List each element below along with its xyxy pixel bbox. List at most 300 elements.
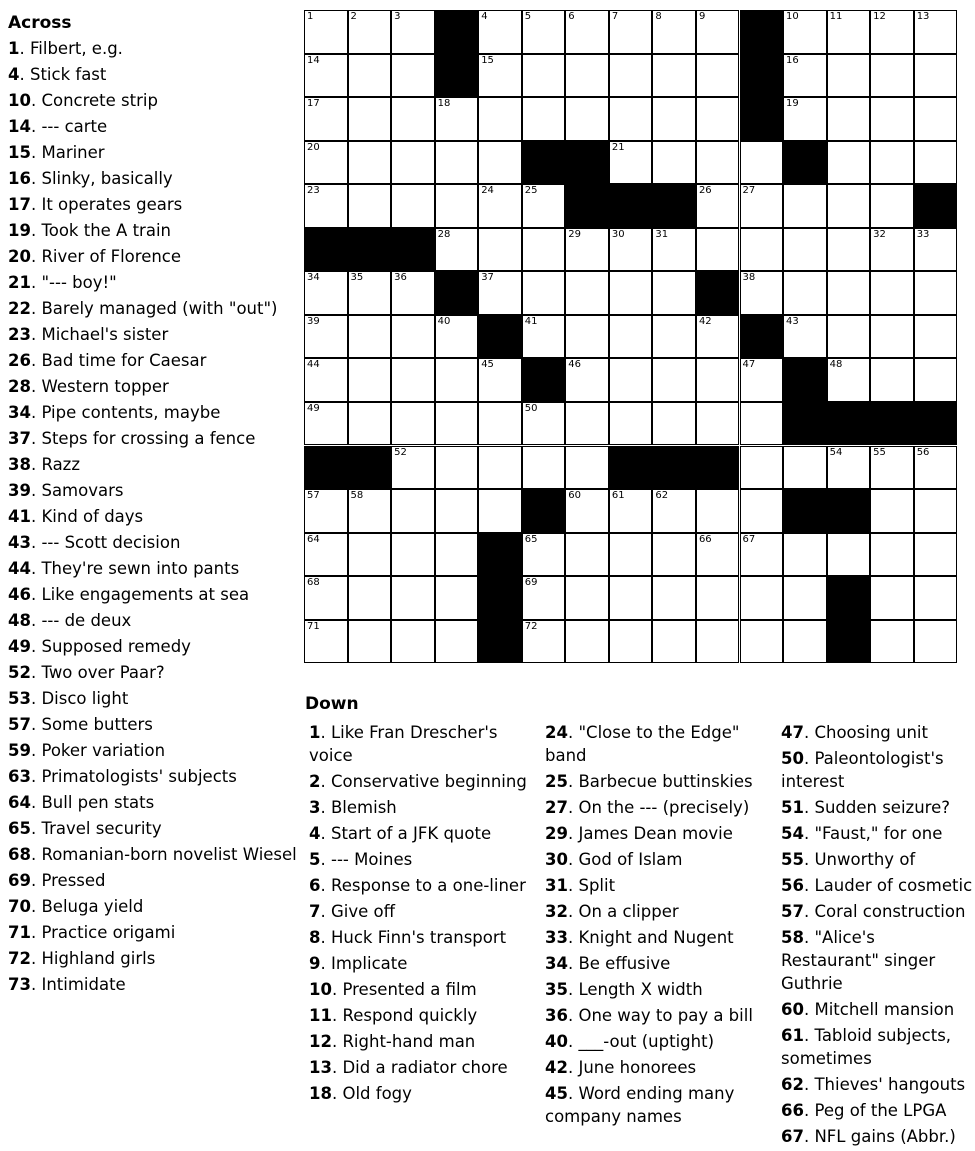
grid-cell[interactable]: [652, 576, 696, 620]
clue-number: 18: [309, 1084, 332, 1103]
grid-cell[interactable]: [827, 184, 871, 228]
clue-number: 54: [781, 824, 804, 843]
clue-number: 15: [8, 143, 31, 162]
grid-cell[interactable]: [348, 533, 392, 577]
grid-cell[interactable]: [609, 402, 653, 446]
grid-cell[interactable]: [565, 489, 609, 533]
grid-cell[interactable]: [914, 228, 958, 272]
clue-item[interactable]: 34. Pipe contents, maybe: [8, 403, 221, 422]
clue-item[interactable]: 42. June honorees: [545, 1058, 697, 1077]
clue-item[interactable]: 9. Implicate: [309, 954, 408, 973]
clue-item[interactable]: 58. "Alice's Restaurant" singer Guthrie: [781, 928, 936, 993]
clue-item[interactable]: 2. Conservative beginning: [309, 772, 527, 791]
grid-cell[interactable]: [565, 576, 609, 620]
grid-cell[interactable]: [783, 315, 827, 359]
clue-text: Did a radiator chore: [342, 1058, 508, 1077]
clue-text: "--- boy!": [41, 273, 117, 292]
grid-cell[interactable]: [827, 97, 871, 141]
grid-cell[interactable]: [783, 184, 827, 228]
grid-cell[interactable]: [609, 489, 653, 533]
clue-item[interactable]: 44. They're sewn into pants: [8, 559, 240, 578]
grid-cell[interactable]: [391, 576, 435, 620]
grid-cell[interactable]: [478, 358, 522, 402]
clue-item[interactable]: 52. Two over Paar?: [8, 663, 165, 682]
clue-item[interactable]: 8. Huck Finn's transport: [309, 928, 507, 947]
clue-item[interactable]: 62. Thieves' hangouts: [781, 1075, 966, 1094]
grid-cell[interactable]: [522, 228, 566, 272]
clue-item[interactable]: 57. Coral construction: [781, 902, 966, 921]
grid-cell[interactable]: [870, 446, 914, 490]
grid-cell[interactable]: [914, 141, 958, 185]
grid-cell[interactable]: [652, 271, 696, 315]
clue-item[interactable]: 66. Peg of the LPGA: [781, 1101, 947, 1120]
clue-item[interactable]: 47. Choosing unit: [781, 723, 928, 742]
grid-cell[interactable]: [827, 54, 871, 98]
grid-cell[interactable]: [565, 402, 609, 446]
grid-cell[interactable]: [652, 358, 696, 402]
clue-item[interactable]: 33. Knight and Nugent: [545, 928, 734, 947]
grid-cell[interactable]: [565, 271, 609, 315]
clue-item[interactable]: 37. Steps for crossing a fence: [8, 429, 256, 448]
grid-cell[interactable]: [870, 576, 914, 620]
clue-item[interactable]: 32. On a clipper: [545, 902, 679, 921]
clue-item[interactable]: 50. Paleontologist's interest: [781, 749, 944, 791]
grid-cell[interactable]: [522, 402, 566, 446]
clue-item[interactable]: 1. Filbert, e.g.: [8, 39, 123, 58]
grid-cell[interactable]: [348, 97, 392, 141]
grid-cell[interactable]: [348, 620, 392, 664]
clue-text: "Faust," for one: [814, 824, 943, 843]
clue-item[interactable]: 45. Word ending many company names: [545, 1084, 735, 1126]
grid-cell[interactable]: [783, 54, 827, 98]
grid-cell[interactable]: [740, 576, 784, 620]
clue-text: Poker variation: [41, 741, 166, 760]
clue-item[interactable]: 21. "--- boy!": [8, 273, 117, 292]
grid-cell[interactable]: [565, 315, 609, 359]
grid-cell[interactable]: [478, 271, 522, 315]
grid-cell[interactable]: [435, 358, 479, 402]
grid-cell[interactable]: [348, 10, 392, 54]
grid-cell[interactable]: [696, 54, 740, 98]
grid-cell[interactable]: [304, 315, 348, 359]
grid-cell[interactable]: [522, 97, 566, 141]
grid-cell[interactable]: [304, 271, 348, 315]
grid-cell[interactable]: [827, 446, 871, 490]
clue-number: 40: [545, 1032, 568, 1051]
grid-cell[interactable]: [391, 271, 435, 315]
grid-cell[interactable]: [740, 228, 784, 272]
grid-cell[interactable]: [740, 141, 784, 185]
clue-item[interactable]: 59. Poker variation: [8, 741, 166, 760]
grid-cell[interactable]: [696, 576, 740, 620]
grid-cell[interactable]: [435, 576, 479, 620]
clue-item[interactable]: 28. Western topper: [8, 377, 169, 396]
grid-cell[interactable]: [652, 97, 696, 141]
grid-cell[interactable]: [348, 184, 392, 228]
clue-item[interactable]: 68. Romanian-born novelist Wiesel: [8, 845, 297, 864]
grid-cell[interactable]: [740, 620, 784, 664]
cell-number: 14: [307, 54, 320, 66]
clue-item[interactable]: 1. Like Fran Drescher's voice: [309, 723, 498, 765]
grid-cell[interactable]: [609, 10, 653, 54]
clue-item[interactable]: 73. Intimidate: [8, 975, 126, 994]
clue-item[interactable]: 5. --- Moines: [309, 850, 413, 869]
grid-cell[interactable]: [609, 620, 653, 664]
grid-cell[interactable]: [783, 446, 827, 490]
clue-item[interactable]: 13. Did a radiator chore: [309, 1058, 508, 1077]
clue-item[interactable]: 40. ___-out (uptight): [545, 1032, 715, 1051]
grid-cell[interactable]: [565, 358, 609, 402]
clue-item[interactable]: 12. Right-hand man: [309, 1032, 476, 1051]
clue-item[interactable]: 26. Bad time for Caesar: [8, 351, 207, 370]
grid-cell[interactable]: [348, 576, 392, 620]
grid-cell[interactable]: [348, 315, 392, 359]
clue-item[interactable]: 14. --- carte: [8, 117, 108, 136]
grid-cell[interactable]: [522, 271, 566, 315]
grid-cell[interactable]: [870, 315, 914, 359]
grid-cell[interactable]: [740, 489, 784, 533]
grid-cell[interactable]: [609, 576, 653, 620]
grid-cell[interactable]: [696, 10, 740, 54]
clue-item[interactable]: 31. Split: [545, 876, 616, 895]
grid-cell[interactable]: [348, 54, 392, 98]
clue-item[interactable]: 36. One way to pay a bill: [545, 1006, 753, 1025]
clue-item[interactable]: 3. Blemish: [309, 798, 397, 817]
grid-cell[interactable]: [435, 184, 479, 228]
grid-cell[interactable]: [740, 446, 784, 490]
grid-cell[interactable]: [478, 228, 522, 272]
grid-cell[interactable]: [740, 358, 784, 402]
grid-cell[interactable]: [304, 576, 348, 620]
grid-cell[interactable]: [609, 271, 653, 315]
grid-cell[interactable]: [304, 10, 348, 54]
cell-number: 34: [307, 272, 320, 284]
clue-item[interactable]: 7. Give off: [309, 902, 395, 921]
clue-text: Kind of days: [41, 507, 144, 526]
grid-cell[interactable]: [696, 402, 740, 446]
grid-cell[interactable]: [304, 141, 348, 185]
grid-cell[interactable]: [870, 489, 914, 533]
grid-cell[interactable]: [827, 533, 871, 577]
clue-item[interactable]: 18. Old fogy: [309, 1084, 412, 1103]
grid-cell[interactable]: [348, 271, 392, 315]
clue-item[interactable]: 43. --- Scott decision: [8, 533, 181, 552]
grid-cell[interactable]: [609, 358, 653, 402]
clue-number: 33: [545, 928, 568, 947]
grid-cell[interactable]: [435, 402, 479, 446]
grid-cell[interactable]: [522, 620, 566, 664]
clue-item[interactable]: 10. Presented a film: [309, 980, 477, 999]
grid-cell[interactable]: [609, 97, 653, 141]
grid-cell[interactable]: [827, 271, 871, 315]
clue-item[interactable]: 54. "Faust," for one: [781, 824, 943, 843]
grid-cell[interactable]: [870, 184, 914, 228]
grid-cell[interactable]: [478, 402, 522, 446]
grid-cell[interactable]: [478, 446, 522, 490]
black-square: [435, 54, 479, 98]
grid-cell[interactable]: [348, 489, 392, 533]
grid-cell[interactable]: [783, 576, 827, 620]
clue-item[interactable]: 4. Stick fast: [8, 65, 107, 84]
clue-item[interactable]: 51. Sudden seizure?: [781, 798, 950, 817]
clue-text: On a clipper: [578, 902, 679, 921]
grid-cell[interactable]: [435, 620, 479, 664]
clue-item[interactable]: 64. Bull pen stats: [8, 793, 155, 812]
grid-cell[interactable]: [478, 97, 522, 141]
grid-cell[interactable]: [522, 54, 566, 98]
grid-cell[interactable]: [304, 402, 348, 446]
grid-cell[interactable]: [914, 97, 958, 141]
grid-cell[interactable]: [435, 446, 479, 490]
clue-item[interactable]: 35. Length X width: [545, 980, 703, 999]
clue-item[interactable]: 27. On the --- (precisely): [545, 798, 750, 817]
clue-item[interactable]: 20. River of Florence: [8, 247, 182, 266]
grid-cell[interactable]: [696, 533, 740, 577]
grid-cell[interactable]: [696, 489, 740, 533]
clue-item[interactable]: 63. Primatologists' subjects: [8, 767, 237, 786]
grid-cell[interactable]: [391, 358, 435, 402]
grid-cell[interactable]: [304, 184, 348, 228]
grid-cell[interactable]: [435, 97, 479, 141]
grid-cell[interactable]: [827, 228, 871, 272]
clue-item[interactable]: 70. Beluga yield: [8, 897, 144, 916]
grid-cell[interactable]: [827, 358, 871, 402]
grid-cell[interactable]: [652, 489, 696, 533]
clue-text: Pipe contents, maybe: [41, 403, 221, 422]
grid-cell[interactable]: [435, 228, 479, 272]
grid-cell[interactable]: [478, 489, 522, 533]
grid-cell[interactable]: [870, 141, 914, 185]
grid-cell[interactable]: [348, 141, 392, 185]
grid-cell[interactable]: [696, 141, 740, 185]
cell-number: 60: [568, 490, 582, 502]
clue-text: Split: [578, 876, 616, 895]
grid-cell[interactable]: [435, 141, 479, 185]
clue-number: 73: [8, 975, 31, 994]
grid-cell[interactable]: [870, 97, 914, 141]
grid-cell[interactable]: [870, 533, 914, 577]
clue-item[interactable]: 23. Michael's sister: [8, 325, 169, 344]
grid-cell[interactable]: [652, 620, 696, 664]
grid-cell[interactable]: [914, 315, 958, 359]
grid-cell[interactable]: [652, 402, 696, 446]
grid-cell[interactable]: [696, 97, 740, 141]
grid-cell[interactable]: [609, 228, 653, 272]
grid-cell[interactable]: [565, 446, 609, 490]
clue-item[interactable]: 34. Be effusive: [545, 954, 671, 973]
grid-cell[interactable]: [435, 315, 479, 359]
grid-cell[interactable]: [348, 402, 392, 446]
grid-cell[interactable]: [609, 533, 653, 577]
grid-cell[interactable]: [609, 54, 653, 98]
grid-cell[interactable]: [391, 10, 435, 54]
clue-item[interactable]: 57. Some butters: [8, 715, 153, 734]
grid-cell[interactable]: [478, 10, 522, 54]
clue-number: 38: [8, 455, 31, 474]
clue-item[interactable]: 10. Concrete strip: [8, 91, 158, 110]
clue-item[interactable]: 24. "Close to the Edge" band: [545, 723, 740, 765]
clue-item[interactable]: 71. Practice origami: [8, 923, 176, 942]
grid-cell[interactable]: [870, 228, 914, 272]
grid-cell[interactable]: [652, 228, 696, 272]
clue-number: 14: [8, 117, 31, 136]
grid-cell[interactable]: [304, 489, 348, 533]
grid-cell[interactable]: [783, 271, 827, 315]
clue-item[interactable]: 49. Supposed remedy: [8, 637, 191, 656]
grid-cell[interactable]: [914, 358, 958, 402]
grid-cell[interactable]: [391, 315, 435, 359]
grid-cell[interactable]: [652, 315, 696, 359]
grid-cell[interactable]: [827, 10, 871, 54]
clue-item[interactable]: 17. It operates gears: [8, 195, 183, 214]
grid-cell[interactable]: [783, 10, 827, 54]
grid-cell[interactable]: [522, 533, 566, 577]
grid-cell[interactable]: [522, 446, 566, 490]
grid-cell[interactable]: [391, 54, 435, 98]
clue-number: 47: [781, 723, 804, 742]
grid-cell[interactable]: [304, 54, 348, 98]
clue-item[interactable]: 69. Pressed: [8, 871, 106, 890]
grid-cell[interactable]: [304, 620, 348, 664]
grid-cell[interactable]: [696, 358, 740, 402]
grid-cell[interactable]: [304, 358, 348, 402]
grid-cell[interactable]: [914, 489, 958, 533]
clue-text: Conservative beginning: [330, 772, 527, 791]
cell-number: 67: [742, 533, 756, 545]
grid-cell[interactable]: [565, 97, 609, 141]
grid-cell[interactable]: [609, 141, 653, 185]
grid-cell[interactable]: [914, 620, 958, 664]
grid-cell[interactable]: [391, 489, 435, 533]
grid-cell[interactable]: [478, 141, 522, 185]
grid-cell[interactable]: [914, 446, 958, 490]
grid-cell[interactable]: [914, 533, 958, 577]
black-square: [740, 97, 784, 141]
clue-item[interactable]: 41. Kind of days: [8, 507, 144, 526]
grid-cell[interactable]: [870, 54, 914, 98]
clue-number: 29: [545, 824, 568, 843]
grid-cell[interactable]: [914, 576, 958, 620]
clue-item[interactable]: 53. Disco light: [8, 689, 129, 708]
grid-cell[interactable]: [565, 620, 609, 664]
grid-cell[interactable]: [870, 271, 914, 315]
grid-cell[interactable]: [391, 446, 435, 490]
clue-number: 28: [8, 377, 31, 396]
clue-item[interactable]: 48. --- de deux: [8, 611, 132, 630]
clue-number: 9: [309, 954, 321, 973]
grid-cell[interactable]: [652, 533, 696, 577]
clue-item[interactable]: 4. Start of a JFK quote: [309, 824, 492, 843]
grid-cell[interactable]: [870, 358, 914, 402]
grid-cell[interactable]: [652, 10, 696, 54]
clue-item[interactable]: 29. James Dean movie: [545, 824, 733, 843]
clue-item[interactable]: 39. Samovars: [8, 481, 124, 500]
clue-text: Disco light: [41, 689, 129, 708]
grid-cell[interactable]: [391, 533, 435, 577]
clue-number: 64: [8, 793, 31, 812]
grid-cell[interactable]: [348, 358, 392, 402]
clue-number: 51: [781, 798, 804, 817]
grid-cell[interactable]: [478, 184, 522, 228]
clue-item[interactable]: 56. Lauder of cosmetic: [781, 876, 973, 895]
grid-cell[interactable]: [391, 402, 435, 446]
clue-item[interactable]: 16. Slinky, basically: [8, 169, 173, 188]
grid-cell[interactable]: [391, 141, 435, 185]
grid-cell[interactable]: [914, 10, 958, 54]
clue-item[interactable]: 55. Unworthy of: [781, 850, 916, 869]
grid-cell[interactable]: [870, 620, 914, 664]
grid-cell[interactable]: [740, 271, 784, 315]
grid-cell[interactable]: [696, 228, 740, 272]
grid-cell[interactable]: [304, 533, 348, 577]
grid-cell[interactable]: [914, 54, 958, 98]
grid-cell[interactable]: [391, 620, 435, 664]
grid-cell[interactable]: [435, 489, 479, 533]
grid-cell[interactable]: [304, 97, 348, 141]
grid-cell[interactable]: [827, 315, 871, 359]
clue-item[interactable]: 65. Travel security: [8, 819, 162, 838]
grid-cell[interactable]: [391, 184, 435, 228]
cell-number: 1: [307, 11, 314, 22]
clue-item[interactable]: 67. NFL gains (Abbr.): [781, 1127, 956, 1146]
grid-cell[interactable]: [696, 620, 740, 664]
grid-cell[interactable]: [740, 533, 784, 577]
grid-cell[interactable]: [522, 184, 566, 228]
clue-item[interactable]: 61. Tabloid subjects, sometimes: [781, 1026, 952, 1068]
clue-item[interactable]: 19. Took the A train: [8, 221, 171, 240]
grid-cell[interactable]: [652, 54, 696, 98]
clue-item[interactable]: 60. Mitchell mansion: [781, 1000, 955, 1019]
clue-item[interactable]: 11. Respond quickly: [309, 1006, 478, 1025]
grid-cell[interactable]: [740, 184, 784, 228]
cell-number: 65: [524, 533, 538, 545]
grid-cell[interactable]: [783, 620, 827, 664]
grid-cell[interactable]: [609, 315, 653, 359]
grid-cell[interactable]: [696, 315, 740, 359]
clue-item[interactable]: 22. Barely managed (with "out"): [8, 299, 278, 318]
grid-cell[interactable]: [740, 402, 784, 446]
grid-cell[interactable]: [565, 54, 609, 98]
grid-cell[interactable]: [565, 10, 609, 54]
grid-cell[interactable]: [783, 228, 827, 272]
grid-cell[interactable]: [391, 97, 435, 141]
clue-item[interactable]: 25. Barbecue buttinskies: [545, 772, 753, 791]
grid-cell[interactable]: [522, 10, 566, 54]
grid-cell[interactable]: [696, 184, 740, 228]
clue-item[interactable]: 38. Razz: [8, 455, 81, 474]
grid-cell[interactable]: [522, 576, 566, 620]
grid-cell[interactable]: [478, 54, 522, 98]
grid-cell[interactable]: [522, 315, 566, 359]
grid-cell[interactable]: [565, 533, 609, 577]
clue-text: Supposed remedy: [41, 637, 191, 656]
clue-item[interactable]: 72. Highland girls: [8, 949, 156, 968]
grid-cell[interactable]: [783, 97, 827, 141]
clue-item[interactable]: 46. Like engagements at sea: [8, 585, 250, 604]
grid-cell[interactable]: [870, 10, 914, 54]
grid-cell[interactable]: [565, 228, 609, 272]
grid-cell[interactable]: [652, 141, 696, 185]
clue-item[interactable]: 15. Mariner: [8, 143, 105, 162]
clue-item[interactable]: 30. God of Islam: [545, 850, 683, 869]
grid-cell[interactable]: [827, 141, 871, 185]
cell-number: 6: [568, 11, 575, 22]
clue-item[interactable]: 6. Response to a one-liner: [309, 876, 526, 895]
grid-cell[interactable]: [435, 533, 479, 577]
grid-cell[interactable]: [783, 533, 827, 577]
grid-cell[interactable]: [914, 271, 958, 315]
clue-number: 50: [781, 749, 804, 768]
